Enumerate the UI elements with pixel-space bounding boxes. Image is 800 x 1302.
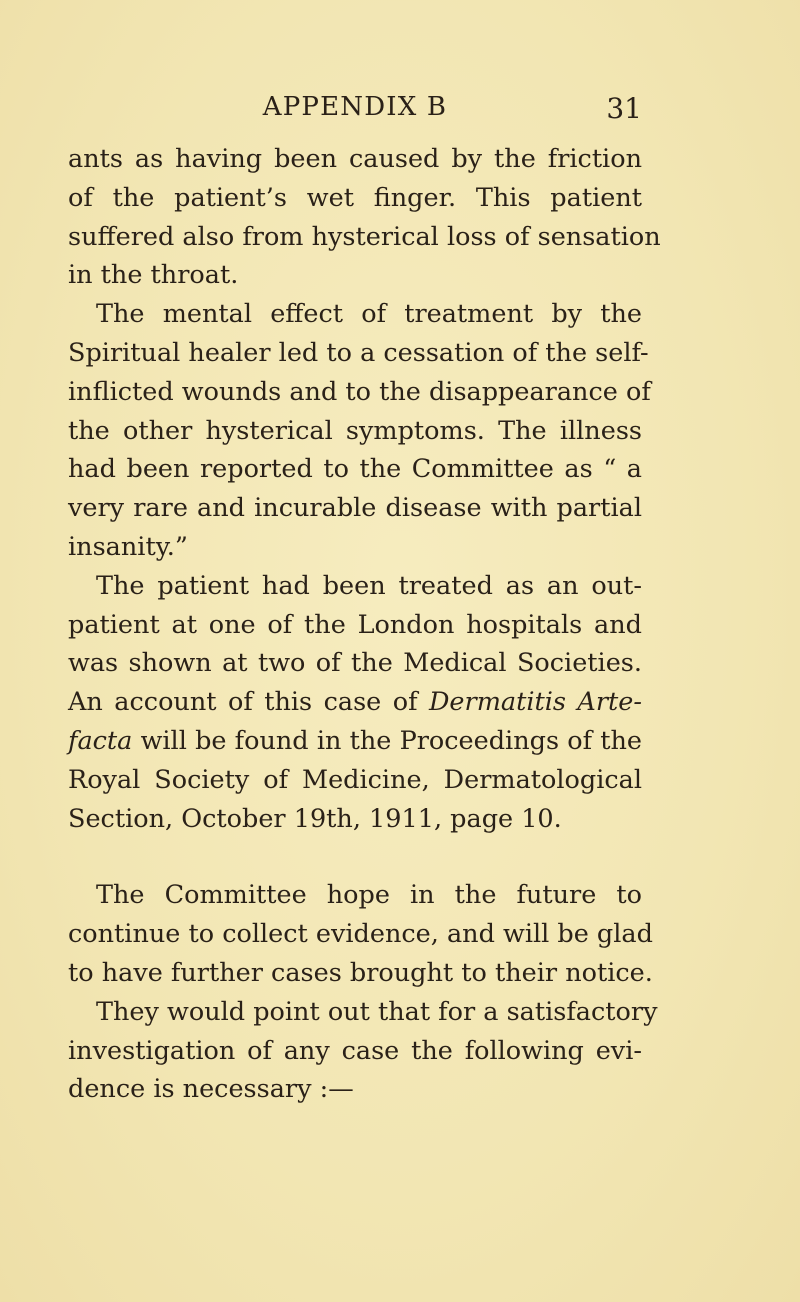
- text-line: had been reported to the Committee as “ a: [68, 454, 642, 485]
- section-gap: [68, 838, 642, 876]
- text-line: inflicted wounds and to the disappearance of: [68, 376, 651, 407]
- text-segment: will be found in the Proceedings of the: [132, 725, 642, 756]
- text-line: The Committee hope in the future to: [96, 880, 642, 911]
- paragraph-3: [68, 567, 642, 839]
- text-line: was shown at two of the Medical Societies.: [68, 648, 642, 679]
- paragraph-2: [68, 295, 651, 567]
- text-line: [68, 683, 642, 722]
- text-line: Royal Society of Medicine, Dermatological: [68, 764, 642, 795]
- text-line: They would point out that for a satisfactory: [96, 996, 658, 1027]
- text-segment: An account of this case of: [68, 687, 429, 718]
- text-line: patient at one of the London hospitals and: [68, 609, 642, 640]
- paragraph-1: [68, 140, 661, 295]
- text-line: suffered also from hysterical loss of sensation: [68, 221, 661, 252]
- text-line: Spiritual healer led to a cessation of the self-: [68, 337, 649, 368]
- text-line: in the throat.: [68, 260, 239, 291]
- running-head: APPENDIX B: [262, 92, 448, 122]
- italic-term: facta: [68, 725, 133, 756]
- text-line: of the patient’s wet finger. This patient: [68, 182, 642, 213]
- italic-term: Dermatitis Arte-: [428, 687, 642, 718]
- text-line: The patient had been treated as an out-: [96, 570, 642, 601]
- paragraph-5: [68, 993, 658, 1109]
- body-text: [68, 140, 661, 1109]
- text-line: the other hysterical symptoms. The illness: [68, 415, 642, 446]
- text-line: to have further cases brought to their notice.: [68, 957, 653, 988]
- text-line: The mental effect of treatment by the: [96, 299, 642, 330]
- text-line: Section, October 19th, 1911, page 10.: [68, 803, 562, 834]
- text-line: [68, 722, 642, 761]
- text-line: very rare and incurable disease with partial: [68, 493, 642, 524]
- text-line: dence is necessary :—: [68, 1074, 354, 1105]
- page-number: 31: [606, 92, 642, 125]
- text-line: insanity.”: [68, 531, 188, 562]
- text-line: continue to collect evidence, and will be glad: [68, 919, 653, 950]
- text-line: investigation of any case the following evi-: [68, 1035, 642, 1066]
- paragraph-4: [68, 876, 653, 992]
- text-line: ants as having been caused by the friction: [68, 144, 642, 174]
- page-header: [68, 92, 642, 132]
